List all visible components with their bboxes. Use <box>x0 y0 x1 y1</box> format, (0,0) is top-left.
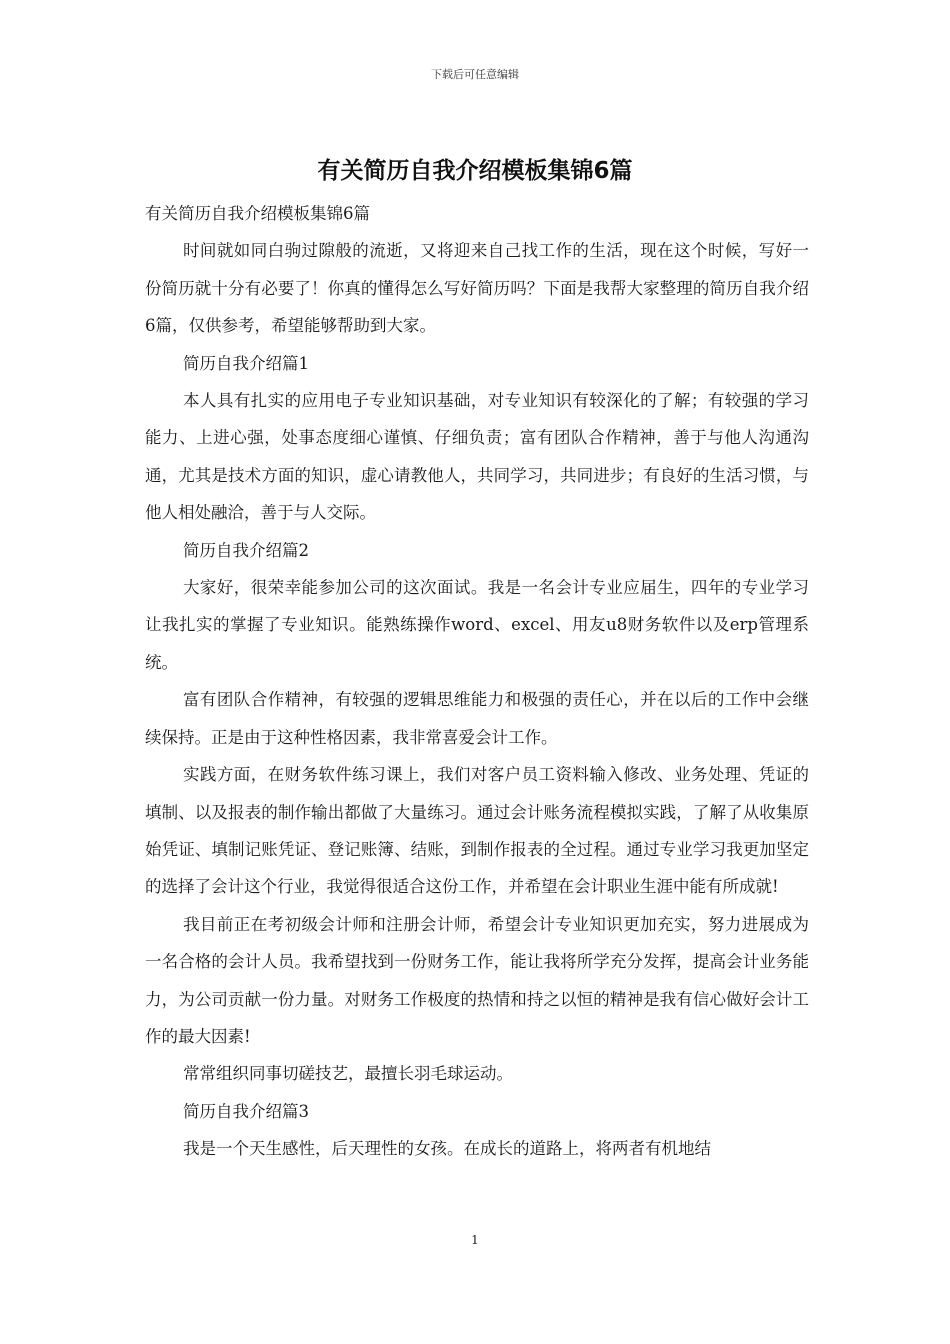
section-heading-3: 简历自我介绍篇3 <box>183 1101 309 1121</box>
body-paragraph: 大家好，很荣幸能参加公司的这次面试。我是一名会计专业应届生，四年的专业学习让我扎实的掌握了专业知识。能熟练操作word、excel、用友u8财务软件以及erp管理系统。 <box>145 578 809 672</box>
body-paragraph: 常常组织同事切磋技艺，最擅长羽毛球运动。 <box>183 1064 513 1084</box>
header-note: 下载后可任意编辑 <box>431 68 519 81</box>
body-paragraph: 实践方面，在财务软件练习课上，我们对客户员工资料输入修改、业务处理、凭证的填制、以及报表的制作输出都做了大量练习。通过会计账务流程模拟实践，了解了从收集原始凭证、填制记账凭证、登记账簿、结账，到制作报表的全过程。通过专业学习我更加坚定的选择了会计这个行业，我觉得很适合这份工作，并希望在会计职业生涯中能有所成就! <box>145 765 809 897</box>
section-heading-2: 简历自我介绍篇2 <box>183 540 309 560</box>
body-paragraph: 富有团队合作精神，有较强的逻辑思维能力和极强的责任心，并在以后的工作中会继续保持。正是由于这种性格因素，我非常喜爱会计工作。 <box>145 690 809 747</box>
document-body <box>145 195 809 1168</box>
page-number: 1 <box>471 1233 479 1247</box>
subtitle-paragraph: 有关简历自我介绍模板集锦6篇 <box>145 204 370 223</box>
body-paragraph: 我目前正在考初级会计师和注册会计师，希望会计专业知识更加充实，努力进展成为一名合格的会计人员。我希望找到一份财务工作，能让我将所学充分发挥，提高会计业务能力，为公司贡献一份力量。对财务工作极度的热情和持之以恒的精神是我有信心做好会计工作的最大因素! <box>145 914 809 1046</box>
intro-paragraph: 时间就如同白驹过隙般的流逝，又将迎来自己找工作的生活，现在这个时候，写好一份简历就十分有必要了！你真的懂得怎么写好简历吗？下面是我帮大家整理的简历自我介绍6篇，仅供参考，希望能够帮助到大家。 <box>145 241 809 336</box>
body-paragraph: 我是一个天生感性，后天理性的女孩。在成长的道路上，将两者有机地结 <box>183 1139 711 1159</box>
section-heading-1: 简历自我介绍篇1 <box>183 353 309 373</box>
document-title: 有关简历自我介绍模板集锦6篇 <box>317 158 633 184</box>
body-paragraph: 本人具有扎实的应用电子专业知识基础，对专业知识有较深化的了解；有较强的学习能力、上进心强，处事态度细心谨慎、仔细负责；富有团队合作精神，善于与他人沟通沟通，尤其是技术方面的知识，虚心请教他人，共同学习，共同进步；有良好的生活习惯，与他人相处融洽，善于与人交际。 <box>145 391 809 523</box>
